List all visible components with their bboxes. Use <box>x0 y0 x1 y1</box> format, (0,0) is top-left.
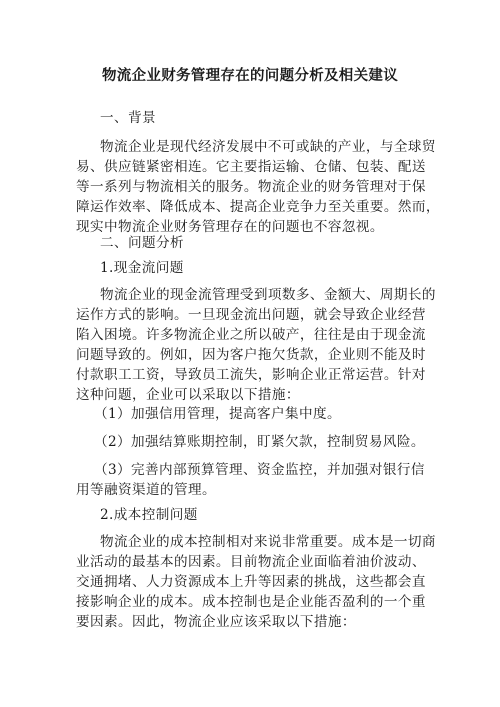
paragraph-line: 问题导致的。例如，因为客户拖欠货款，企业则不能及时 <box>76 347 426 363</box>
section-heading-background: 一、背景 <box>100 110 156 126</box>
paragraph-line: 物流企业的现金流管理受到项数多、金额大、周期长的 <box>100 287 436 303</box>
measure-item-3: （3）完善内部预算管理、资金监控，并加强对银行信 <box>94 462 425 478</box>
paragraph-line: 交通拥堵、人力资源成本上升等因素的挑战，这些都会直 <box>76 574 426 590</box>
section-heading-analysis: 二、问题分析 <box>100 235 184 251</box>
paragraph-line: 现实中物流企业财务管理存在的问题也不容忽视。 <box>76 219 384 235</box>
paragraph-line: 物流企业的成本控制相对来说非常重要。成本是一切商 <box>100 534 436 550</box>
paragraph-line: 障运作效率、降低成本、提高企业竞争力至关重要。然而， <box>76 199 440 215</box>
paragraph-line: 运作方式的影响。一旦现金流出问题，就会导致企业经营 <box>76 307 426 323</box>
paragraph-line: 这种问题，企业可以采取以下措施： <box>76 387 300 403</box>
paragraph-line: 陷入困境。许多物流企业之所以破产，往往是由于现金流 <box>76 327 426 343</box>
paragraph-line: 接影响企业的成本。成本控制也是企业能否盈利的一个重 <box>76 594 426 610</box>
paragraph-line: 要因素。因此，物流企业应该采取以下措施： <box>76 614 356 630</box>
paragraph-line: 等一系列与物流相关的服务。物流企业的财务管理对于保 <box>76 179 426 195</box>
subheading-cost: 2.成本控制问题 <box>100 507 198 523</box>
measure-item-1: （1）加强信用管理，提高客户集中度。 <box>94 406 341 422</box>
subheading-cashflow: 1.现金流问题 <box>100 260 184 276</box>
paragraph-line: 付款职工工资，导致员工流失，影响企业正常运营。针对 <box>76 367 426 383</box>
measure-item-2: （2）加强结算账期控制，盯紧欠款，控制贸易风险。 <box>94 434 425 450</box>
paragraph-line: 物流企业是现代经济发展中不可或缺的产业，与全球贸 <box>100 139 436 155</box>
paragraph-line: 易、供应链紧密相连。它主要指运输、仓储、包装、配送 <box>76 159 426 175</box>
paragraph-line: 用等融资渠道的管理。 <box>76 482 216 498</box>
document-title: 物流企业财务管理存在的问题分析及相关建议 <box>102 68 398 84</box>
paragraph-line: 业活动的最基本的因素。目前物流企业面临着油价波动、 <box>76 554 426 570</box>
